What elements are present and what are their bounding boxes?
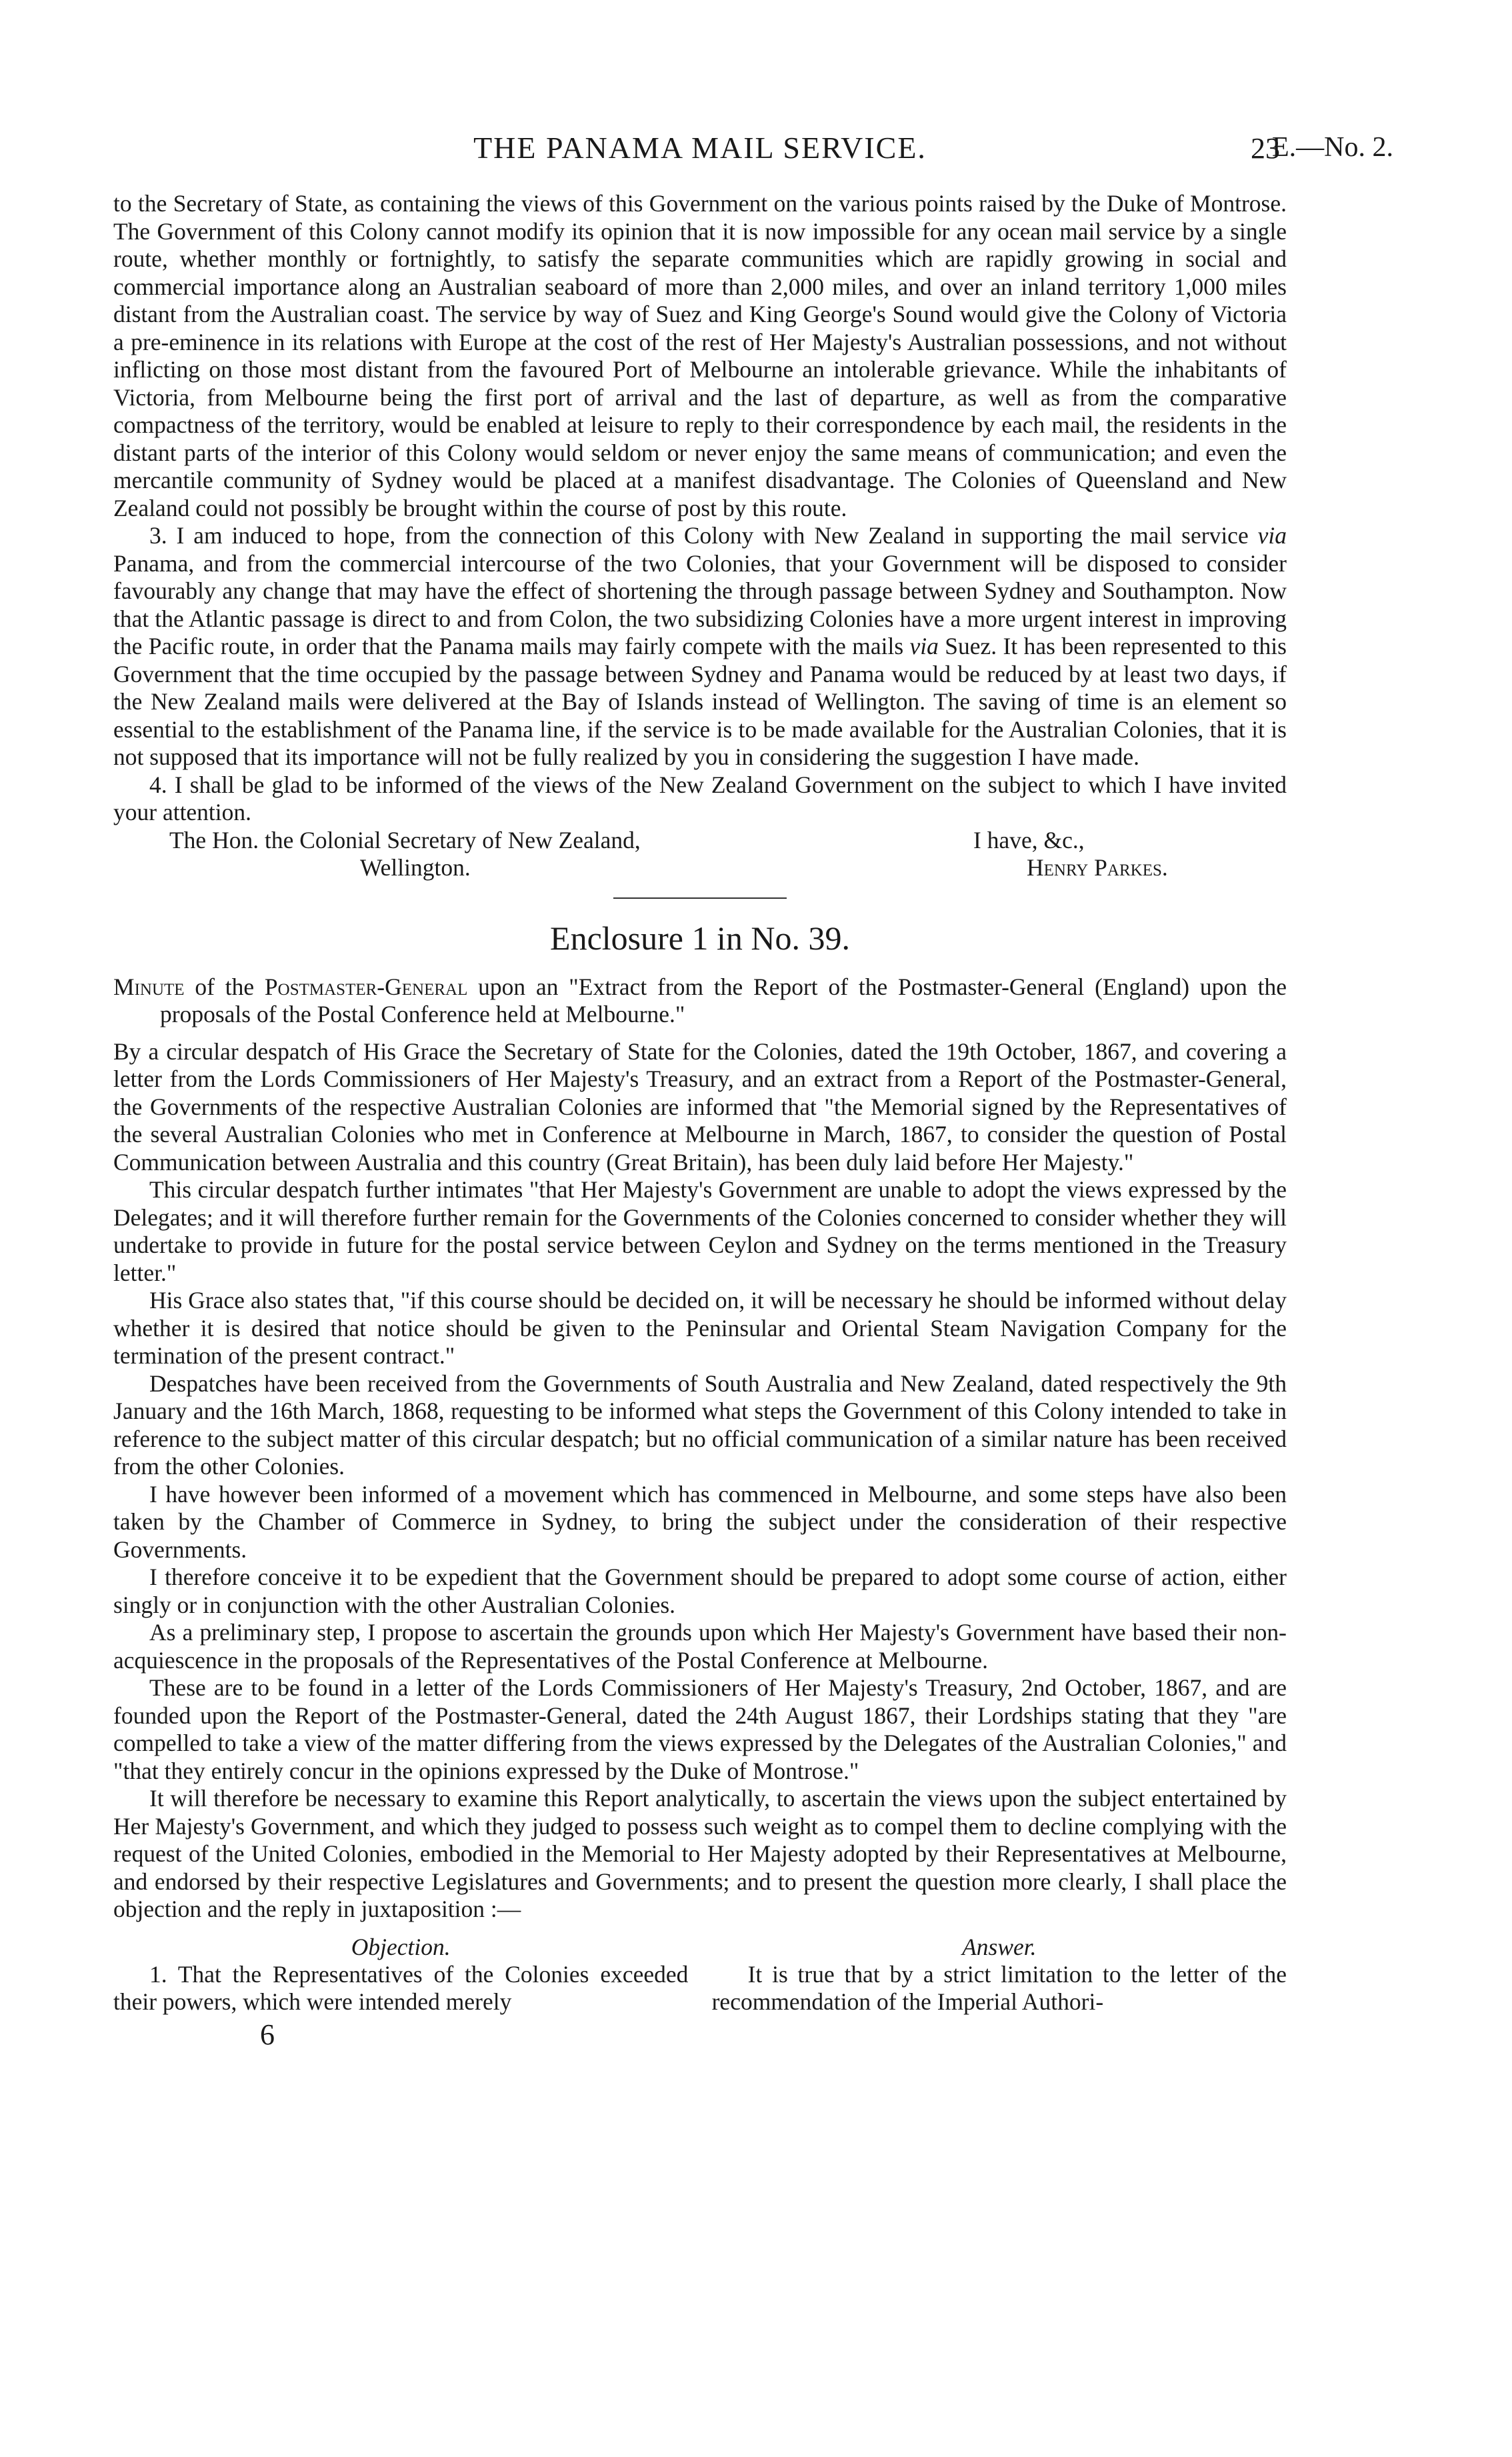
paper-reference: E.—No. 2. [1272,132,1393,163]
enclosure-title: Enclosure 1 in No. 39. [550,919,850,957]
letter-paragraph: 4. I shall be glad to be informed of the views of the New Zealand Government on the subject to which I have invited your attention. [113,771,1287,825]
minute-paragraph: This circular despatch further intimates "that Her Majesty's Government are unable to adopt the views expressed by the Delegates; and it will therefore further remain for the Governments of the Colonies concerned to consider whether they will undertake to provide in future for the postal service between Ceylon and Sydney on the terms mentioned in the Treasury letter." [113,1176,1287,1286]
letter-paragraph: to the Secretary of State, as containing the views of this Government on the various points raised by the Duke of Montrose. The Government of this Colony cannot modify its opinion that it is now impossible for any ocean mail service by a single route, whether monthly or fortnightly, to satisfy the separate communities which are rapidly growing in social and commercial importance along an Australian seaboard of more than 2,000 miles, and over an inland territory 1,000 miles distant from the Australian coast. The service by way of Suez and King George's Sound would give the Colony of Victoria a pre-eminence in its relations with Europe at the cost of the rest of Her Majesty's Australian possessions, and not without inflicting on those most distant from the favoured Port of Melbourne an intolerable grievance. While the inhabitants of Victoria, from Melbourne being the first port of arrival and the last of departure, as well as from the comparative compactness of the territory, would be enabled at leisure to reply to their correspondence by each mail, the residents in the distant parts of the interior of this Colony would seldom or never enjoy the same means of communication; and even the mercantile community of Sydney would be placed at a manifest disadvantage. The Colonies of Queensland and New Zealand could not possibly be brought within the course of post by this route. [113,190,1287,521]
answer-text: It is true that by a strict limitation to the letter of the recommendation of the Imperial Authori- [711,1960,1287,2015]
addressee-place: Wellington. [360,853,471,881]
minute-paragraph: By a circular despatch of His Grace the Secretary of State for the Colonies, dated the 19th October, 1867, and covering a letter from the Lords Commissioners of Her Majesty's Treasury, and an extract from a Report of the Postmaster-General, the Governments of the respective Australian Colonies are informed that "the Memorial signed by the Representatives of the several Australian Colonies who met in Conference at Melbourne in March, 1867, to consider the question of Postal Communication between Australia and this country (Great Britain), has been duly laid before Her Majesty." [113,1037,1287,1175]
answer-column [712,1933,1287,2016]
answer-heading: Answer. [962,1933,1037,1960]
letter-paragraph: 3. I am induced to hope, from the connection of this Colony with New Zealand in supporting the mail service via Panama, and from the commercial intercourse of the two Colonies, that your Government will be disposed to consider favourably any change that may have the effect of shortening the through passage between Sydney and Southampton. Now that the Atlantic passage is direct to and from Colon, the two subsidizing Colonies have a more urgent interest in improving the Pacific route, in order that the Panama mails may fairly compete with the mails via Suez. It has been represented to this Government that the time occupied by the passage between Sydney and Panama would be reduced by at least two days, if the New Zealand mails were delivered at the Bay of Islands instead of Wellington. The saving of time is an element so essential to the establishment of the Panama line, if the service is to be made available for the Australian Colonies, that it is not supposed that its importance will not be fully realized by you in considering the suggestion I have made. [113,522,1287,770]
letter-body [113,190,1287,827]
objection-column [113,1933,688,2016]
objection-answer-table [113,1933,1287,2016]
minute-paragraph: It will therefore be necessary to examine this Report analytically, to ascertain the views upon the subject entertained by Her Majesty's Government, and which they judged to possess such weight as to compel them to decline complying with the request of the United Colonies, embodied in the Memorial to Her Majesty adopted by their Representatives at Melbourne, and endorsed by their respective Legislatures and Governments; and to present the question more clearly, I shall place the objection and the reply in juxtaposition :— [113,1785,1287,1922]
page-number: 23 [1251,132,1280,165]
sheet-signature-number: 6 [260,2018,275,2051]
minute-paragraph: As a preliminary step, I propose to ascertain the grounds upon which Her Majesty's Government have based their non-acquiescence in the proposals of the Representatives of the Postal Conference at Melbourne. [113,1619,1287,1674]
minute-paragraph: I have however been informed of a movement which has commenced in Melbourne, and some steps have also been taken by the Chamber of Commerce in Sydney, to bring the subject under the consideration of their respective Governments. [113,1480,1287,1563]
objection-heading: Objection. [351,1933,451,1960]
section-divider [613,897,787,899]
minute-body [113,1038,1287,1924]
minute-paragraph: These are to be found in a letter of the Lords Commissioners of Her Majesty's Treasury, 2nd October, 1867, and are founded upon the Report of the Postmaster-General, dated the 24th August 1867, their Lordships stating that they "are compelled to take a view of the matter differing from the views expressed by the Delegates of the Australian Colonies," and "that they entirely concur in the opinions expressed by the Duke of Montrose." [113,1674,1287,1784]
minute-heading: Minute of the Postmaster-General upon an "Extract from the Report of the Postmaster-General (England) upon the proposals of the Postal Conference held at Melbourne." [113,973,1287,1027]
objection-text: 1. That the Representatives of the Colonies exceeded their powers, which were intended merely [113,1960,689,2015]
signatory: Henry Parkes. [1027,853,1168,881]
minute-paragraph: I therefore conceive it to be expedient that the Government should be prepared to adopt some course of action, either singly or in conjunction with the other Australian Colonies. [113,1564,1287,1618]
closing-line: I have, &c., [973,826,1085,853]
addressee-line: The Hon. the Colonial Secretary of New Zealand, [169,826,641,853]
minute-paragraph: His Grace also states that, "if this course should be decided on, it will be necessary he should be informed without delay whether it is desired that notice should be given to the Peninsular and Oriental Steam Navigation Company for the termination of the present contract." [113,1287,1287,1369]
page-title: THE PANAMA MAIL SERVICE. [473,131,927,165]
running-header [113,130,1393,190]
letter-signature-block [113,827,1287,883]
document-page [113,130,1393,2052]
minute-paragraph: Despatches have been received from the Governments of South Australia and New Zealand, dated respectively the 9th January and the 16th March, 1868, requesting to be informed what steps the Government of this Colony intended to take in reference to the subject matter of this circular despatch; but no official communication of a similar nature has been received from the other Colonies. [113,1370,1287,1480]
